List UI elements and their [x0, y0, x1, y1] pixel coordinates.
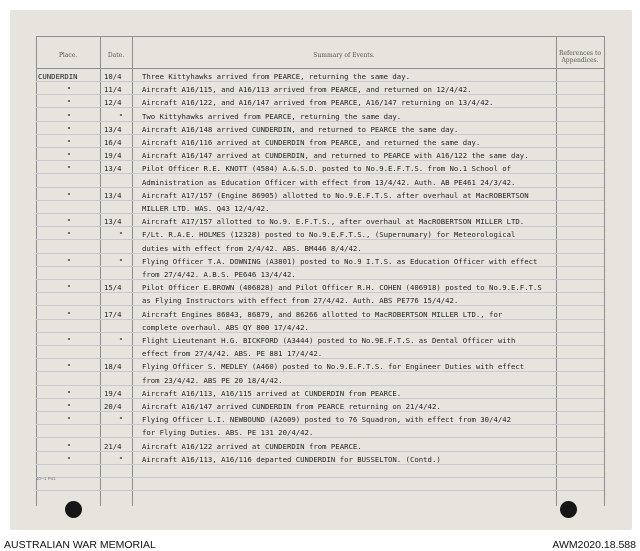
entry-place: ": [66, 151, 72, 161]
ruled-line: [36, 490, 604, 491]
entry-summary: Aircraft A16/147 arrived CUNDERDIN from PEARCE returning on 21/4/42.: [142, 402, 441, 411]
header-summary: Summary of Events.: [313, 52, 375, 59]
log-entry-row: [0, 376, 640, 386]
entry-summary: Pilot Officer R.E. KNOTT (4584) A.&.S.D. posted to No.9.E.F.T.S. from No.1 School of: [142, 164, 512, 174]
entry-date: 11/4: [104, 85, 122, 95]
log-entry-row: [0, 151, 640, 161]
entry-date: 12/4: [104, 98, 122, 108]
log-entry-row: [0, 323, 640, 333]
entry-place: ": [66, 283, 72, 293]
entry-place: ": [66, 138, 72, 147]
entry-place: ": [66, 217, 72, 227]
entry-date: ": [118, 336, 124, 345]
log-entry-row: [0, 125, 640, 135]
entry-summary: Aircraft A16/147 arrived at CUNDERDIN, and returned to PEARCE with A16/122 the same day.: [142, 151, 529, 161]
entry-summary: Administration as Education Officer with effect from 13/4/42. Auth. AB PE461 24/3/42.: [142, 177, 516, 187]
entry-summary: MILLER LTD. WAS. Q43 12/4/42.: [142, 204, 270, 213]
log-entry-row: [0, 336, 640, 346]
log-entry-row: [0, 138, 640, 148]
log-entry-row: [0, 283, 640, 293]
entry-date: ": [118, 415, 124, 425]
log-entry-row: [0, 178, 640, 188]
log-entry-row: [0, 296, 640, 306]
entry-summary: complete overhaul. ABS QY 800 17/4/42.: [142, 322, 309, 332]
entry-summary: for Flying Duties. ABS. PE 131 20/4/42.: [142, 428, 314, 438]
entry-summary: Aircraft A16/113, A16/115 arrived at CUNDERDIN from PEARCE.: [142, 388, 402, 398]
entry-date: ": [118, 256, 124, 266]
entry-date: ": [118, 454, 124, 464]
entry-place: ": [66, 230, 72, 240]
form-number: 10--1 P41: [36, 476, 56, 481]
log-entry-row: [0, 191, 640, 201]
entry-place: ": [66, 362, 72, 372]
header-place: Place.: [58, 52, 78, 59]
entry-place: ": [66, 454, 72, 464]
punch-hole: [560, 501, 577, 518]
header-rule: [36, 68, 604, 69]
entry-place: ": [66, 85, 72, 95]
log-entry-row: [0, 349, 640, 359]
log-entry-row: [0, 112, 640, 122]
log-entry-row: [0, 362, 640, 372]
footer-accession-number: AWM2020.18.588: [552, 539, 636, 551]
entry-summary: Aircraft A16/115, and A16/113 arrived from PEARCE, and returned on 12/4/42.: [142, 85, 472, 95]
log-entry-row: [0, 415, 640, 425]
entry-date: 13/4: [104, 164, 122, 174]
log-entry-row: [0, 402, 640, 412]
log-entry-row: [0, 164, 640, 174]
entry-date: 18/4: [104, 362, 122, 372]
entry-date: 13/4: [104, 190, 122, 200]
entry-summary: Aircraft A17/157 (Engine 86905) allotted to No.9.E.F.T.S. after overhaul at MacROBERTSON: [142, 190, 529, 200]
entry-date: 17/4: [104, 309, 122, 319]
entry-place: CUNDERDIN: [38, 72, 78, 81]
log-entry-row: [0, 98, 640, 108]
entry-summary: from 27/4/42. A.B.S. PE646 13/4/42.: [142, 270, 296, 279]
log-entry-row: [0, 310, 640, 320]
entry-place: ": [66, 309, 72, 319]
header-date: Date.: [107, 52, 125, 59]
entry-place: ": [66, 164, 72, 174]
entry-place: ": [66, 388, 72, 398]
entry-summary: effect from 27/4/42. ABS. PE 881 17/4/42.: [142, 349, 323, 359]
entry-date: 20/4: [104, 402, 122, 411]
entry-summary: Pilot Officer E.BROWN (406828) and Pilot Officer R.H. COHEN (406918) posted to No.9.E.F.T.S: [142, 283, 542, 293]
punch-hole: [65, 501, 82, 518]
log-entry-row: [0, 72, 640, 82]
entry-date: 19/4: [104, 388, 122, 398]
entry-summary: Aircraft A16/116 arrived at CUNDERDIN from PEARCE, and returned the same day.: [142, 138, 481, 147]
entry-place: ": [66, 402, 72, 411]
entry-summary: Aircraft A16/122 arrived at CUNDERDIN from PEARCE.: [142, 441, 362, 451]
entry-summary: Three Kittyhawks arrived from PEARCE, returning the same day.: [142, 72, 410, 81]
entry-summary: Flight Lieutenant H.G. BICKFORD (A3444) posted to No.9E.F.T.S. as Dental Officer with: [142, 336, 516, 345]
entry-date: 13/4: [104, 124, 122, 134]
log-entry-row: [0, 270, 640, 280]
log-entry-row: [0, 428, 640, 438]
entry-place: ": [66, 415, 72, 425]
entry-summary: Flying Officer S. MEDLEY (A460) posted to No.9.E.F.T.S. for Engineer Duties with effect: [142, 362, 525, 372]
entry-date: 19/4: [104, 151, 122, 161]
entry-place: ": [66, 98, 72, 108]
log-entry-row: [0, 244, 640, 254]
entry-summary: Aircraft A16/148 arrived CUNDERDIN, and returned to PEARCE the same day.: [142, 124, 459, 134]
log-entry-row: [0, 85, 640, 95]
entry-summary: as Flying Instructors with effect from 27/4/42. Auth. ABS PE776 15/4/42.: [142, 296, 459, 306]
entry-place: ": [66, 190, 72, 200]
header-references: References to Appendices.: [558, 50, 602, 64]
entry-date: 21/4: [104, 441, 122, 451]
log-entry-row: [0, 230, 640, 240]
footer-institution: AUSTRALIAN WAR MEMORIAL: [4, 539, 156, 551]
entry-date: 10/4: [104, 72, 122, 81]
entry-place: ": [66, 124, 72, 134]
entry-place: ": [66, 441, 72, 451]
entry-date: ": [118, 230, 124, 240]
entry-summary: from 23/4/42. ABS PE 20 18/4/42.: [142, 375, 283, 385]
log-entry-row: [0, 204, 640, 214]
entry-date: ": [118, 111, 124, 121]
entry-date: 16/4: [104, 138, 122, 147]
entry-summary: F/Lt. R.A.E. HOLMES (12328) posted to No.9.E.F.T.S., (Supernumary) for Meteorological: [142, 230, 516, 240]
entry-summary: Aircraft Engines 86843, 86879, and 86266 allotted to MacROBERTSON MILLER LTD., for: [142, 309, 503, 319]
log-entry-row: [0, 455, 640, 465]
entry-place: ": [66, 256, 72, 266]
ruled-line: [36, 477, 604, 478]
entry-summary: Flying Officer L.I. NEWBOUND (A2609) posted to 76 Squadron, with effect from 30/4/42: [142, 415, 512, 425]
entry-place: ": [66, 336, 72, 345]
entry-summary: Aircraft A16/113, A16/116 departed CUNDERDIN for BUSSELTON. (Contd.): [142, 454, 441, 464]
entry-place: ": [66, 111, 72, 121]
entry-date: 13/4: [104, 217, 122, 227]
entry-summary: Flying Officer T.A. DOWNING (A3801) posted to No.9 I.T.S. as Education Officer with effect: [142, 256, 538, 266]
log-entry-row: [0, 389, 640, 399]
log-entry-row: [0, 442, 640, 452]
entry-summary: Aircraft A16/122, and A16/147 arrived from PEARCE, A16/147 returning on 13/4/42.: [142, 98, 494, 108]
entry-summary: Two Kittyhawks arrived from PEARCE, returning the same day.: [142, 111, 402, 121]
log-entry-row: [0, 217, 640, 227]
log-entry-row: [0, 257, 640, 267]
entry-summary: Aircraft A17/157 allotted to No.9. E.F.T.S., after overhaul at MacROBERTSON MILLER LTD.: [142, 217, 525, 227]
entry-summary: duties with effect from 2/4/42. ABS. BM446 8/4/42.: [142, 243, 362, 253]
entry-date: 15/4: [104, 283, 122, 293]
